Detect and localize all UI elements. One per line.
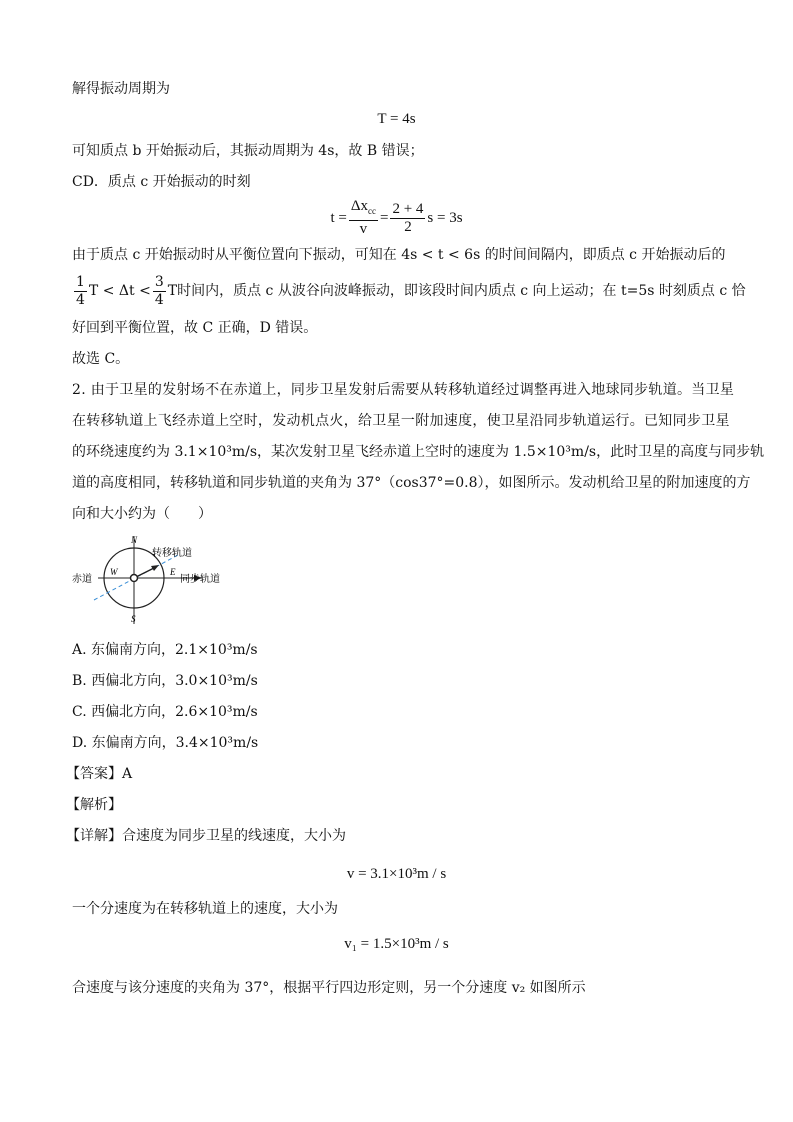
denominator: 4 (76, 291, 85, 308)
text-line: 可知质点 b 开始振动后，其振动周期为 4s，故 B 错误； (72, 143, 424, 159)
option-b: B. 西偏北方向，3.0×10³m/s (72, 673, 258, 689)
denominator: 4 (154, 291, 164, 308)
question-line: 2. 由于卫星的发射场不在赤道上，同步卫星发射后需要从转移轨道经过调整再进入地球同步轨道。当卫星 (72, 382, 735, 398)
option-d: D. 东偏南方向，3.4×10³m/s (72, 735, 259, 751)
text-line: 好回到平衡位置，故 C 正确，D 错误。 (72, 320, 318, 336)
text-line: 一个分速度为在转移轨道上的速度，大小为 (72, 901, 338, 917)
text-line: 故选 C。 (72, 351, 130, 367)
detail-text: 合速度为同步卫星的线速度，大小为 (122, 828, 346, 844)
equation-v1: v₁ = 1.5×10³m / s (344, 936, 449, 952)
label-equator: 赤道 (72, 574, 92, 585)
detail-line (66, 826, 346, 846)
label-west: W (110, 567, 118, 577)
orbit-figure (70, 530, 240, 630)
question-line: 向和大小约为（ ） (72, 506, 212, 522)
label-south: S (131, 614, 136, 624)
numerator: 3 (154, 273, 164, 290)
numerator: 2 + 4 (392, 200, 424, 217)
fraction-three-quarter (153, 274, 166, 309)
label-transfer-orbit: 转移轨道 (152, 548, 192, 559)
period-symbol: T (167, 283, 178, 299)
fraction-sum (390, 201, 425, 236)
question-line: 在转移轨道上飞经赤道上空时，发动机点火，给卫星一附加速度，使卫星沿同步轨道运行。已知同步卫星 (72, 413, 730, 429)
text-line: 由于质点 c 开始振动时从平衡位置向下振动，可知在 4s < t < 6s 的时间间隔内，即质点 c 开始振动后的 (72, 247, 726, 263)
eq-equals: = (379, 209, 389, 226)
equation-v: v = 3.1×10³m / s (346, 866, 447, 882)
question-line: 道的高度相同，转移轨道和同步轨道的夹角为 37°（cos37°=0.8），如图所示。发动机给卫星的附加速度的方 (72, 475, 751, 491)
answer-label: 【答案】 (66, 766, 122, 782)
inequality: T < Δt < (88, 283, 151, 299)
option-c: C. 西偏北方向，2.6×10³m/s (72, 704, 258, 720)
text-line-quarter (72, 271, 746, 311)
answer-value: A (122, 766, 133, 782)
denominator: v (359, 221, 368, 237)
eq-lhs: t = (330, 209, 347, 226)
numerator: Δx (350, 198, 368, 214)
denominator: 2 (404, 218, 412, 235)
text-run: 时间内，质点 c 从波谷向波峰振动，即该段时间内质点 c 向上运动；在 t=5s 时刻质点 c 恰 (177, 283, 746, 299)
label-east: E (170, 567, 176, 577)
question-line: 的环绕速度约为 3.1×10³m/s，某次发射卫星飞经赤道上空时的速度为 1.5×10³m/s，此时卫星的高度与同步轨 (72, 444, 765, 460)
text-line: CD．质点 c 开始振动的时刻 (72, 174, 251, 190)
detail-label: 【详解】 (66, 828, 122, 844)
fraction-quarter (74, 274, 87, 309)
fraction-dx-v (349, 198, 378, 238)
analysis-heading: 【解析】 (66, 797, 122, 813)
equation-period: T = 4s (377, 111, 416, 127)
eq-rhs: s = 3s (427, 209, 463, 226)
answer-line (66, 764, 132, 784)
equation-time (0, 198, 793, 238)
satellite-dot (131, 575, 138, 582)
transfer-arrowhead (151, 565, 159, 571)
text-line: 解得振动周期为 (72, 81, 170, 97)
numerator: 1 (76, 273, 85, 290)
subscript: cc (367, 206, 376, 216)
option-a: A. 东偏南方向，2.1×10³m/s (72, 642, 258, 658)
label-sync-orbit: 同步轨道 (180, 574, 220, 585)
label-north: N (131, 535, 138, 545)
text-line: 合速度与该分速度的夹角为 37°，根据平行四边形定则，另一个分速度 v₂ 如图所示 (72, 980, 586, 996)
